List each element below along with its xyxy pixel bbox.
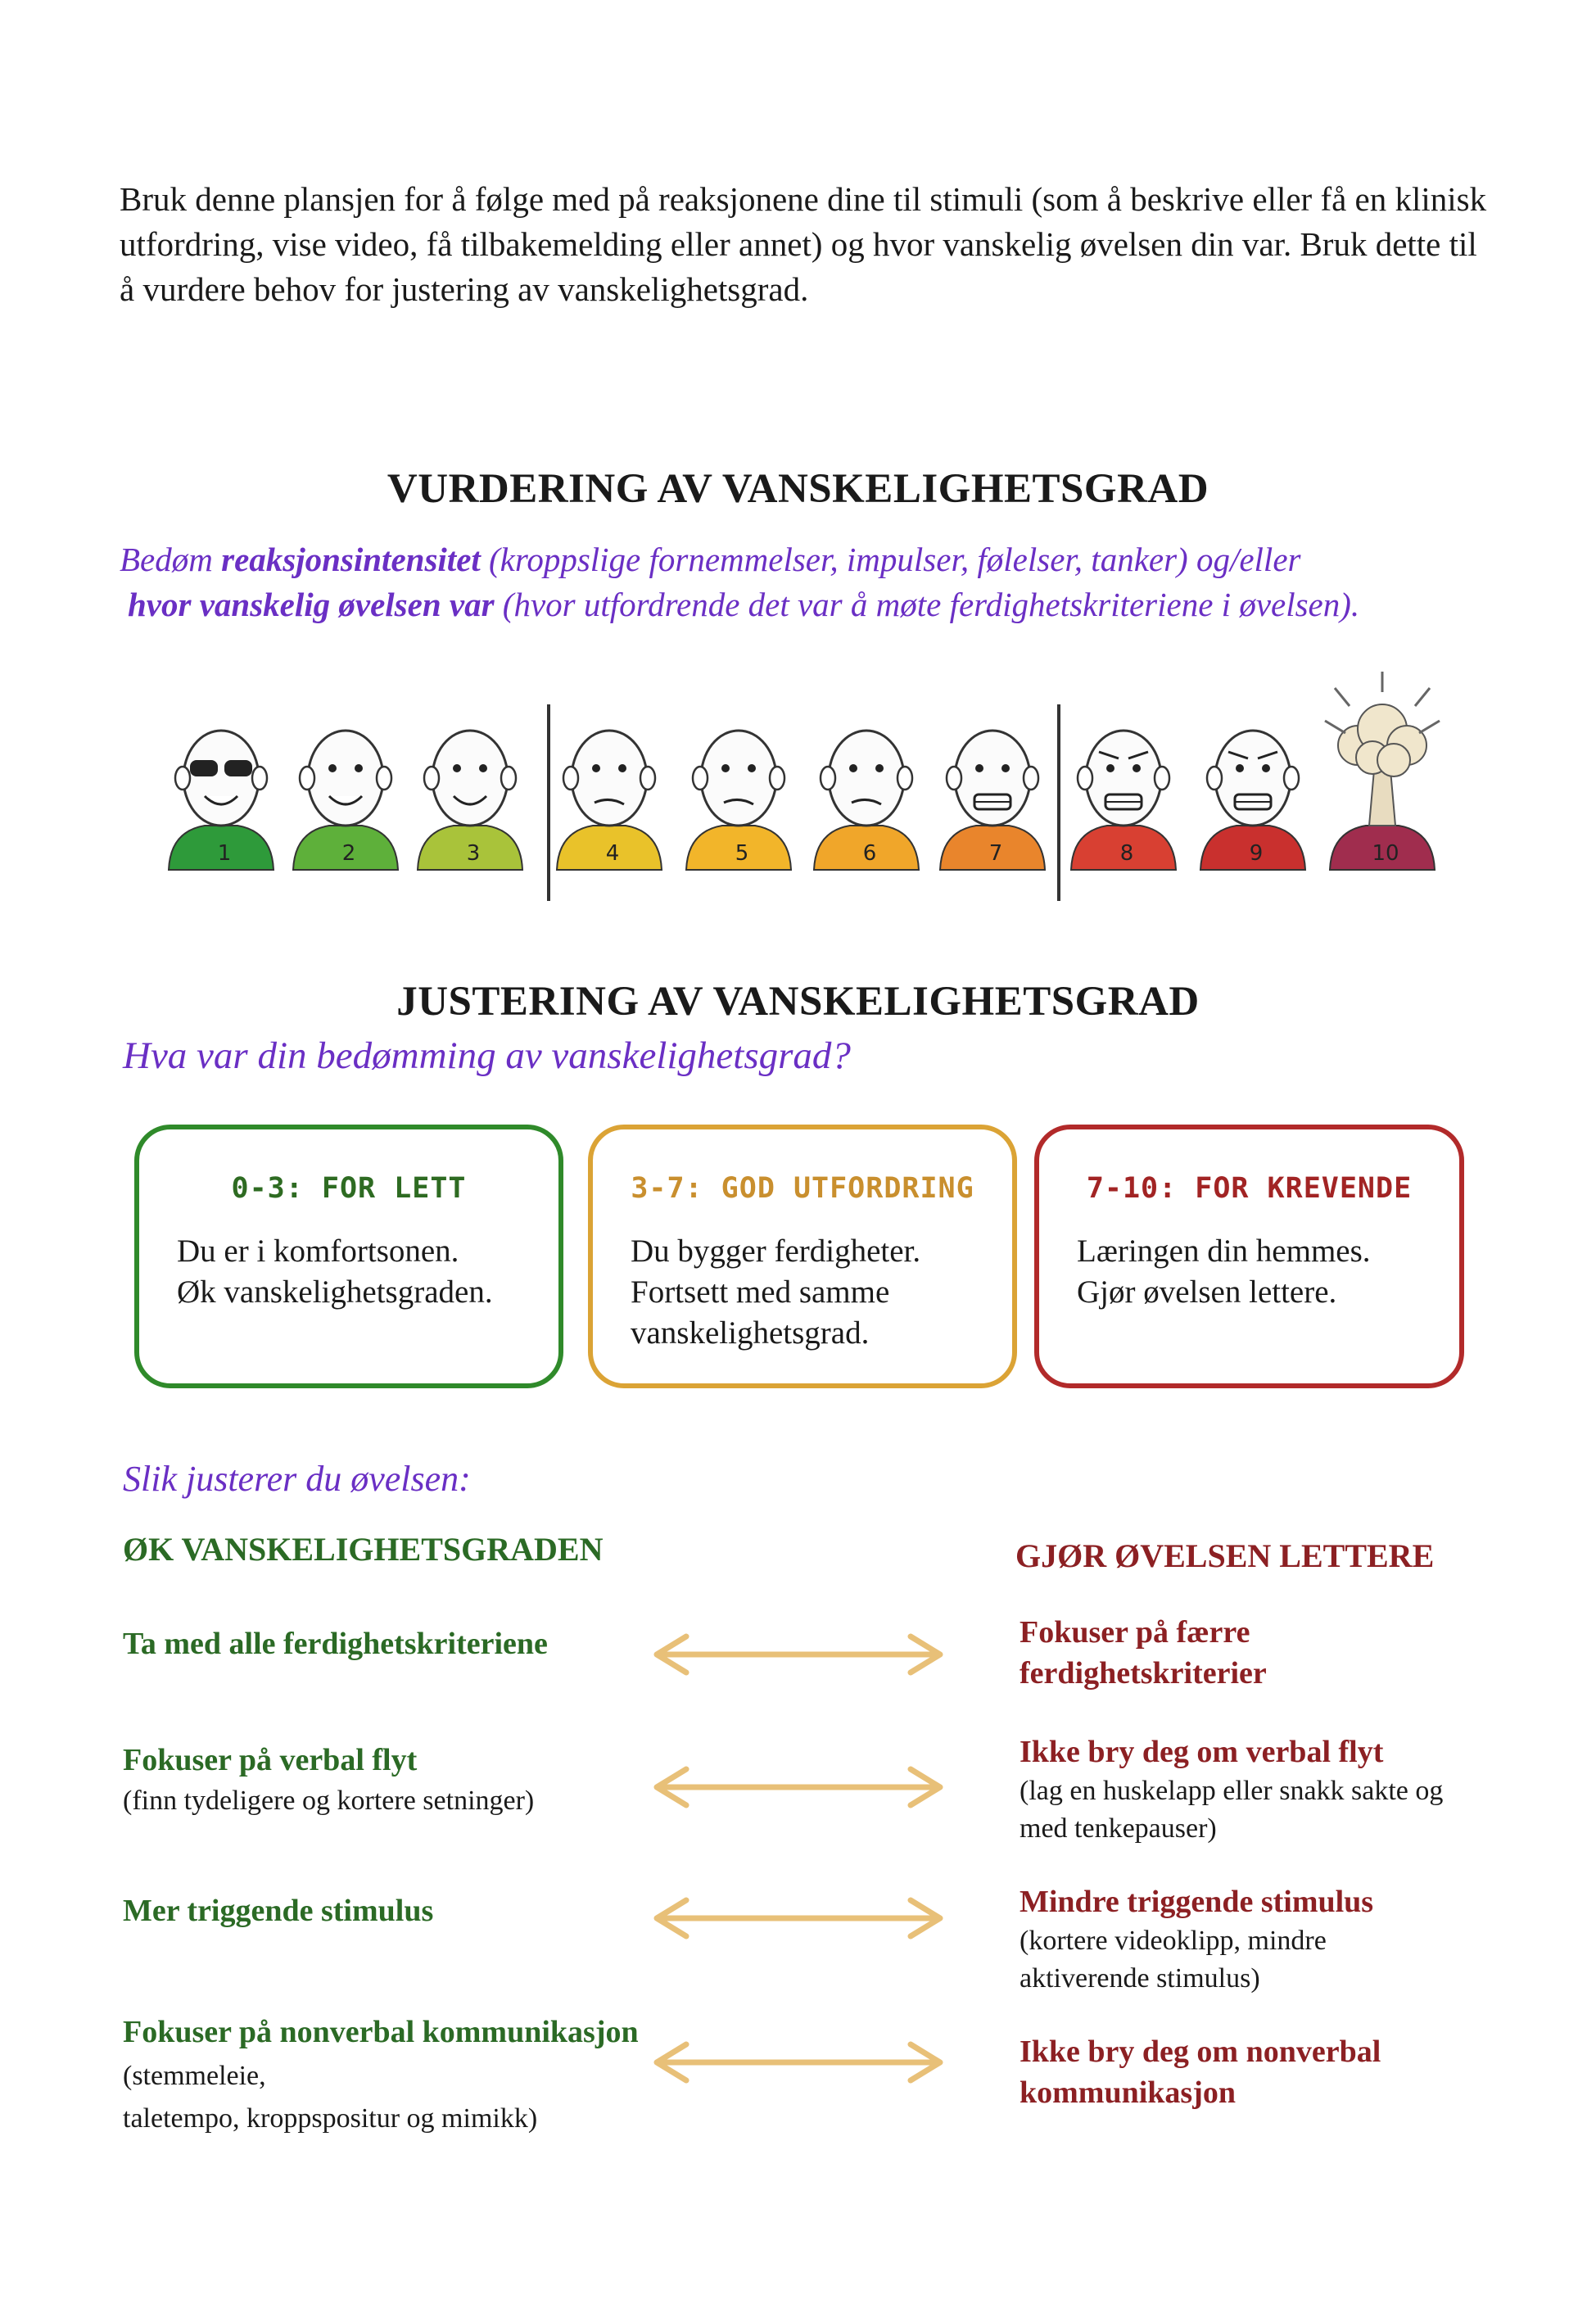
face-number: 8 — [1119, 841, 1134, 866]
easier-item-1: Fokuser på færre ferdighetskriterier — [1020, 1615, 1267, 1691]
card-title: 3-7: GOD UTFORDRING — [631, 1172, 974, 1205]
face-9 — [1200, 731, 1305, 870]
face-number: 4 — [605, 841, 620, 866]
face-3 — [418, 731, 522, 870]
difficulty-faces-scale — [164, 655, 1458, 926]
face-8 — [1071, 731, 1176, 870]
increase-difficulty-heading: ØK VANSKELIGHETSGRADEN — [123, 1531, 604, 1568]
adjust-heading: JUSTERING AV VANSKELIGHETSGRAD — [396, 979, 1200, 1025]
card-too-easy — [134, 1125, 563, 1388]
face-number: 1 — [217, 841, 232, 866]
increase-item-4: Fokuser på nonverbal kommunikasjon (stemmeleie, taletempo, kroppspositur og mimikk) — [123, 2015, 639, 2134]
increase-item-3: Mer triggende stimulus — [123, 1894, 434, 1928]
face-number: 7 — [988, 841, 1003, 866]
face-number: 3 — [466, 841, 481, 866]
rating-bold-intensity: reaksjonsintensitet — [221, 541, 481, 578]
card-text: Læringen din hemmes. Gjør øvelsen lettere. — [1077, 1233, 1371, 1310]
rating-line-1: Bedøm reaksjonsintensitet (kroppslige fornemmelser, impulser, følelser, tanker) og/eller — [120, 541, 1301, 578]
face-number: 5 — [735, 841, 749, 866]
how-title: Slik justerer du øvelsen: — [123, 1459, 471, 1499]
card-too-demanding — [1034, 1125, 1464, 1388]
card-title: 0-3: FOR LETT — [231, 1172, 467, 1205]
card-title: 7-10: FOR KREVENDE — [1086, 1172, 1413, 1205]
easier-item-4: Ikke bry deg om nonverbal kommunikasjon — [1020, 2035, 1381, 2110]
rating-heading: VURDERING AV VANSKELIGHETSGRAD — [387, 466, 1209, 512]
card-text: Du bygger ferdigheter. Fortsett med samme vanskelighetsgrad. — [631, 1233, 921, 1351]
increase-item-1: Ta med alle ferdighetskriteriene — [123, 1627, 548, 1661]
rating-bold-difficulty: hvor vanskelig øvelsen var — [128, 586, 495, 623]
adjust-question: Hva var din bedømming av vanskelighetsgrad? — [123, 1034, 851, 1077]
face-4 — [557, 731, 662, 870]
double-arrow-icon — [647, 1630, 950, 1679]
double-arrow-icon — [647, 1894, 950, 1943]
double-arrow-icon — [647, 1763, 950, 1812]
make-easier-heading: GJØR ØVELSEN LETTERE — [1015, 1537, 1435, 1574]
increase-item-2: Fokuser på verbal flyt (finn tydeligere og kortere setninger) — [123, 1743, 535, 1816]
face-number: 10 — [1372, 841, 1399, 866]
double-arrow-icon — [647, 2038, 950, 2087]
face-number: 6 — [862, 841, 877, 866]
face-5 — [686, 731, 791, 870]
face-number: 2 — [341, 841, 356, 866]
rating-line-2: hvor vanskelig øvelsen var (hvor utfordrende det var å møte ferdighetskriteriene i øvelsen). — [128, 586, 1360, 623]
face-7 — [940, 731, 1045, 870]
easier-item-3: Mindre triggende stimulus (kortere videoklipp, mindre aktiverende stimulus) — [1020, 1885, 1374, 1994]
card-text: Du er i komfortsonen. Øk vanskelighetsgraden. — [177, 1233, 493, 1310]
rating-instructions — [120, 537, 1561, 627]
face-number: 9 — [1249, 841, 1264, 866]
easier-item-2: Ikke bry deg om verbal flyt (lag en huskelapp eller snakk sakte og med tenkepauser) — [1020, 1735, 1444, 1844]
face-10 — [1325, 672, 1440, 870]
face-6 — [814, 731, 919, 870]
face-1 — [169, 731, 274, 870]
intro-paragraph: Bruk denne plansjen for å følge med på reaksjonene dine til stimuli (som å beskrive eller få en klinisk utfordring, vise video, få tilbakemelding eller annet) og hvor vanskelig øvelsen din var. Bruk dette til å vurdere behov for justering av vanskelighetsgrad. — [120, 180, 1487, 308]
card-good-challenge — [588, 1125, 1017, 1388]
face-2 — [293, 731, 398, 870]
